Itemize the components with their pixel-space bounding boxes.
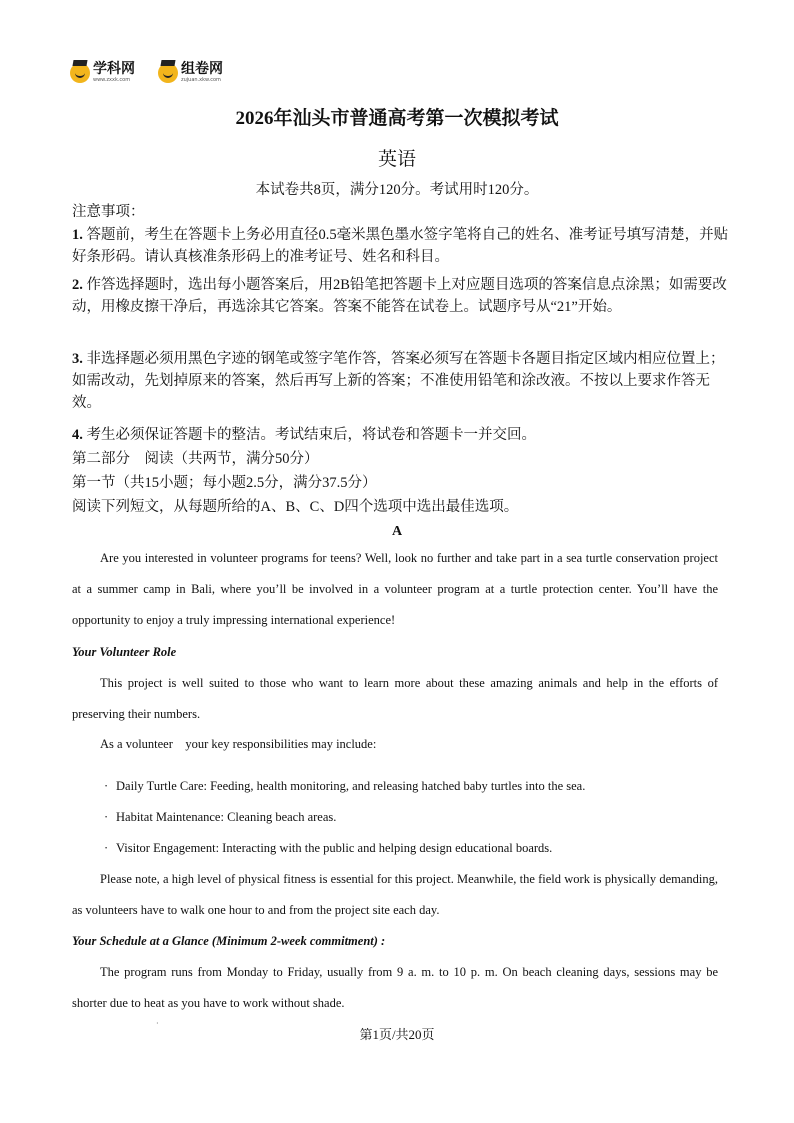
passage-label: A — [391, 524, 403, 539]
list-item-text: Habitat Maintenance: Cleaning beach areas. — [116, 810, 337, 824]
logo-zujuan — [158, 62, 223, 83]
footer-dot: · — [156, 1019, 159, 1028]
exam-subject: 英语 — [377, 149, 416, 170]
note-item-3 — [72, 348, 732, 414]
note-item-2 — [72, 274, 732, 318]
note-number: 2. — [72, 277, 83, 293]
note-number: 1. — [72, 227, 83, 243]
role-text: This project is well suited to those who want to learn more about these amazing animals and help in the efforts of preserving their numbers. — [72, 676, 718, 721]
logo-name: 学科网 — [93, 61, 135, 77]
exam-title: 2026年汕头市普通高考第一次模拟考试 — [235, 108, 559, 129]
note-text: 作答选择题时，选出每小题答案后，用2B铅笔把答题卡上对应题目选项的答案信息点涂黑；如需要改动，用橡皮擦干净后，再选涂其它答案。答案不能答在试卷上。试题序号从“21”开始。 — [72, 277, 727, 315]
logo-xueke — [70, 62, 135, 83]
graduate-cap-icon — [70, 63, 90, 83]
note-text: 非选择题必须用黑色字迹的钢笔或签字笔作答，答案必须写在答题卡各题目指定区域内相应位置上；如需改动，先划掉原来的答案，然后再写上新的答案；不准使用铅笔和涂改液。不按以上要求作答无效。 — [72, 351, 725, 411]
bullet-icon: · — [104, 779, 109, 793]
schedule-text: The program runs from Monday to Friday, usually from 9 a. m. to 10 p. m. On beach cleaning days, sessions may be shorter due to heat as you have to work without shade. — [72, 965, 718, 1010]
list-item — [104, 776, 585, 796]
list-item-text: Visitor Engagement: Interacting with the public and helping design educational boards. — [116, 841, 553, 855]
part2-heading: 第二部分 阅读（共两节，满分50分） — [72, 451, 319, 467]
note-text: 考生必须保证答题卡的整洁。考试结束后，将试卷和答题卡一并交回。 — [82, 427, 536, 443]
note-text: 答题前，考生在答题卡上务必用直径0.5毫米黑色墨水签字笔将自己的姓名、准考证号填写清楚，并贴好条形码。请认真核准条形码上的准考证号、姓名和科目。 — [72, 227, 729, 265]
page-number: 第1页/共20页 — [359, 1027, 435, 1042]
note-item-4 — [72, 424, 732, 446]
fitness-text: Please note, a high level of physical fitness is essential for this project. Meanwhile, the field work is physically demanding, as volunteers have to walk one hour to and from the project site each day. — [72, 872, 718, 917]
passage-intro: Are you interested in volunteer programs for teens? Well, look no further and take part in a sea turtle conservation project at a summer camp in Bali, where you’ll be involved in a volunteer program at a turtle protection center. You’ll have the opportunity to enjoy a truly impressing international experience! — [72, 551, 718, 627]
list-item — [104, 807, 336, 827]
graduate-cap-icon — [158, 63, 178, 83]
note-number: 4. — [72, 427, 83, 443]
responsibilities-lead: As a volunteer your key responsibilities may include: — [100, 737, 377, 751]
logo-url: zujuan.xkw.com — [181, 77, 221, 83]
notes-heading: 注意事项： — [72, 204, 145, 220]
list-item — [104, 838, 552, 858]
exam-info: 本试卷共8页，满分120分。考试用时120分。 — [255, 182, 539, 198]
logo-url: www.zxxk.com — [93, 77, 131, 83]
list-item-text: Daily Turtle Care: Feeding, health monitoring, and releasing hatched baby turtles into the sea. — [116, 779, 586, 793]
schedule-heading: Your Schedule at a Glance (Minimum 2-week commitment) : — [72, 934, 386, 948]
bullet-icon: · — [104, 841, 109, 855]
reading-instruction: 阅读下列短文，从每题所给的A、B、C、D四个选项中选出最佳选项。 — [72, 499, 519, 515]
section1-heading: 第一节（共15小题；每小题2.5分，满分37.5分） — [72, 475, 377, 491]
note-item-1 — [72, 224, 732, 268]
role-heading: Your Volunteer Role — [72, 645, 177, 659]
note-number: 3. — [72, 351, 83, 367]
bullet-icon: · — [104, 810, 109, 824]
logo-name: 组卷网 — [181, 61, 223, 77]
